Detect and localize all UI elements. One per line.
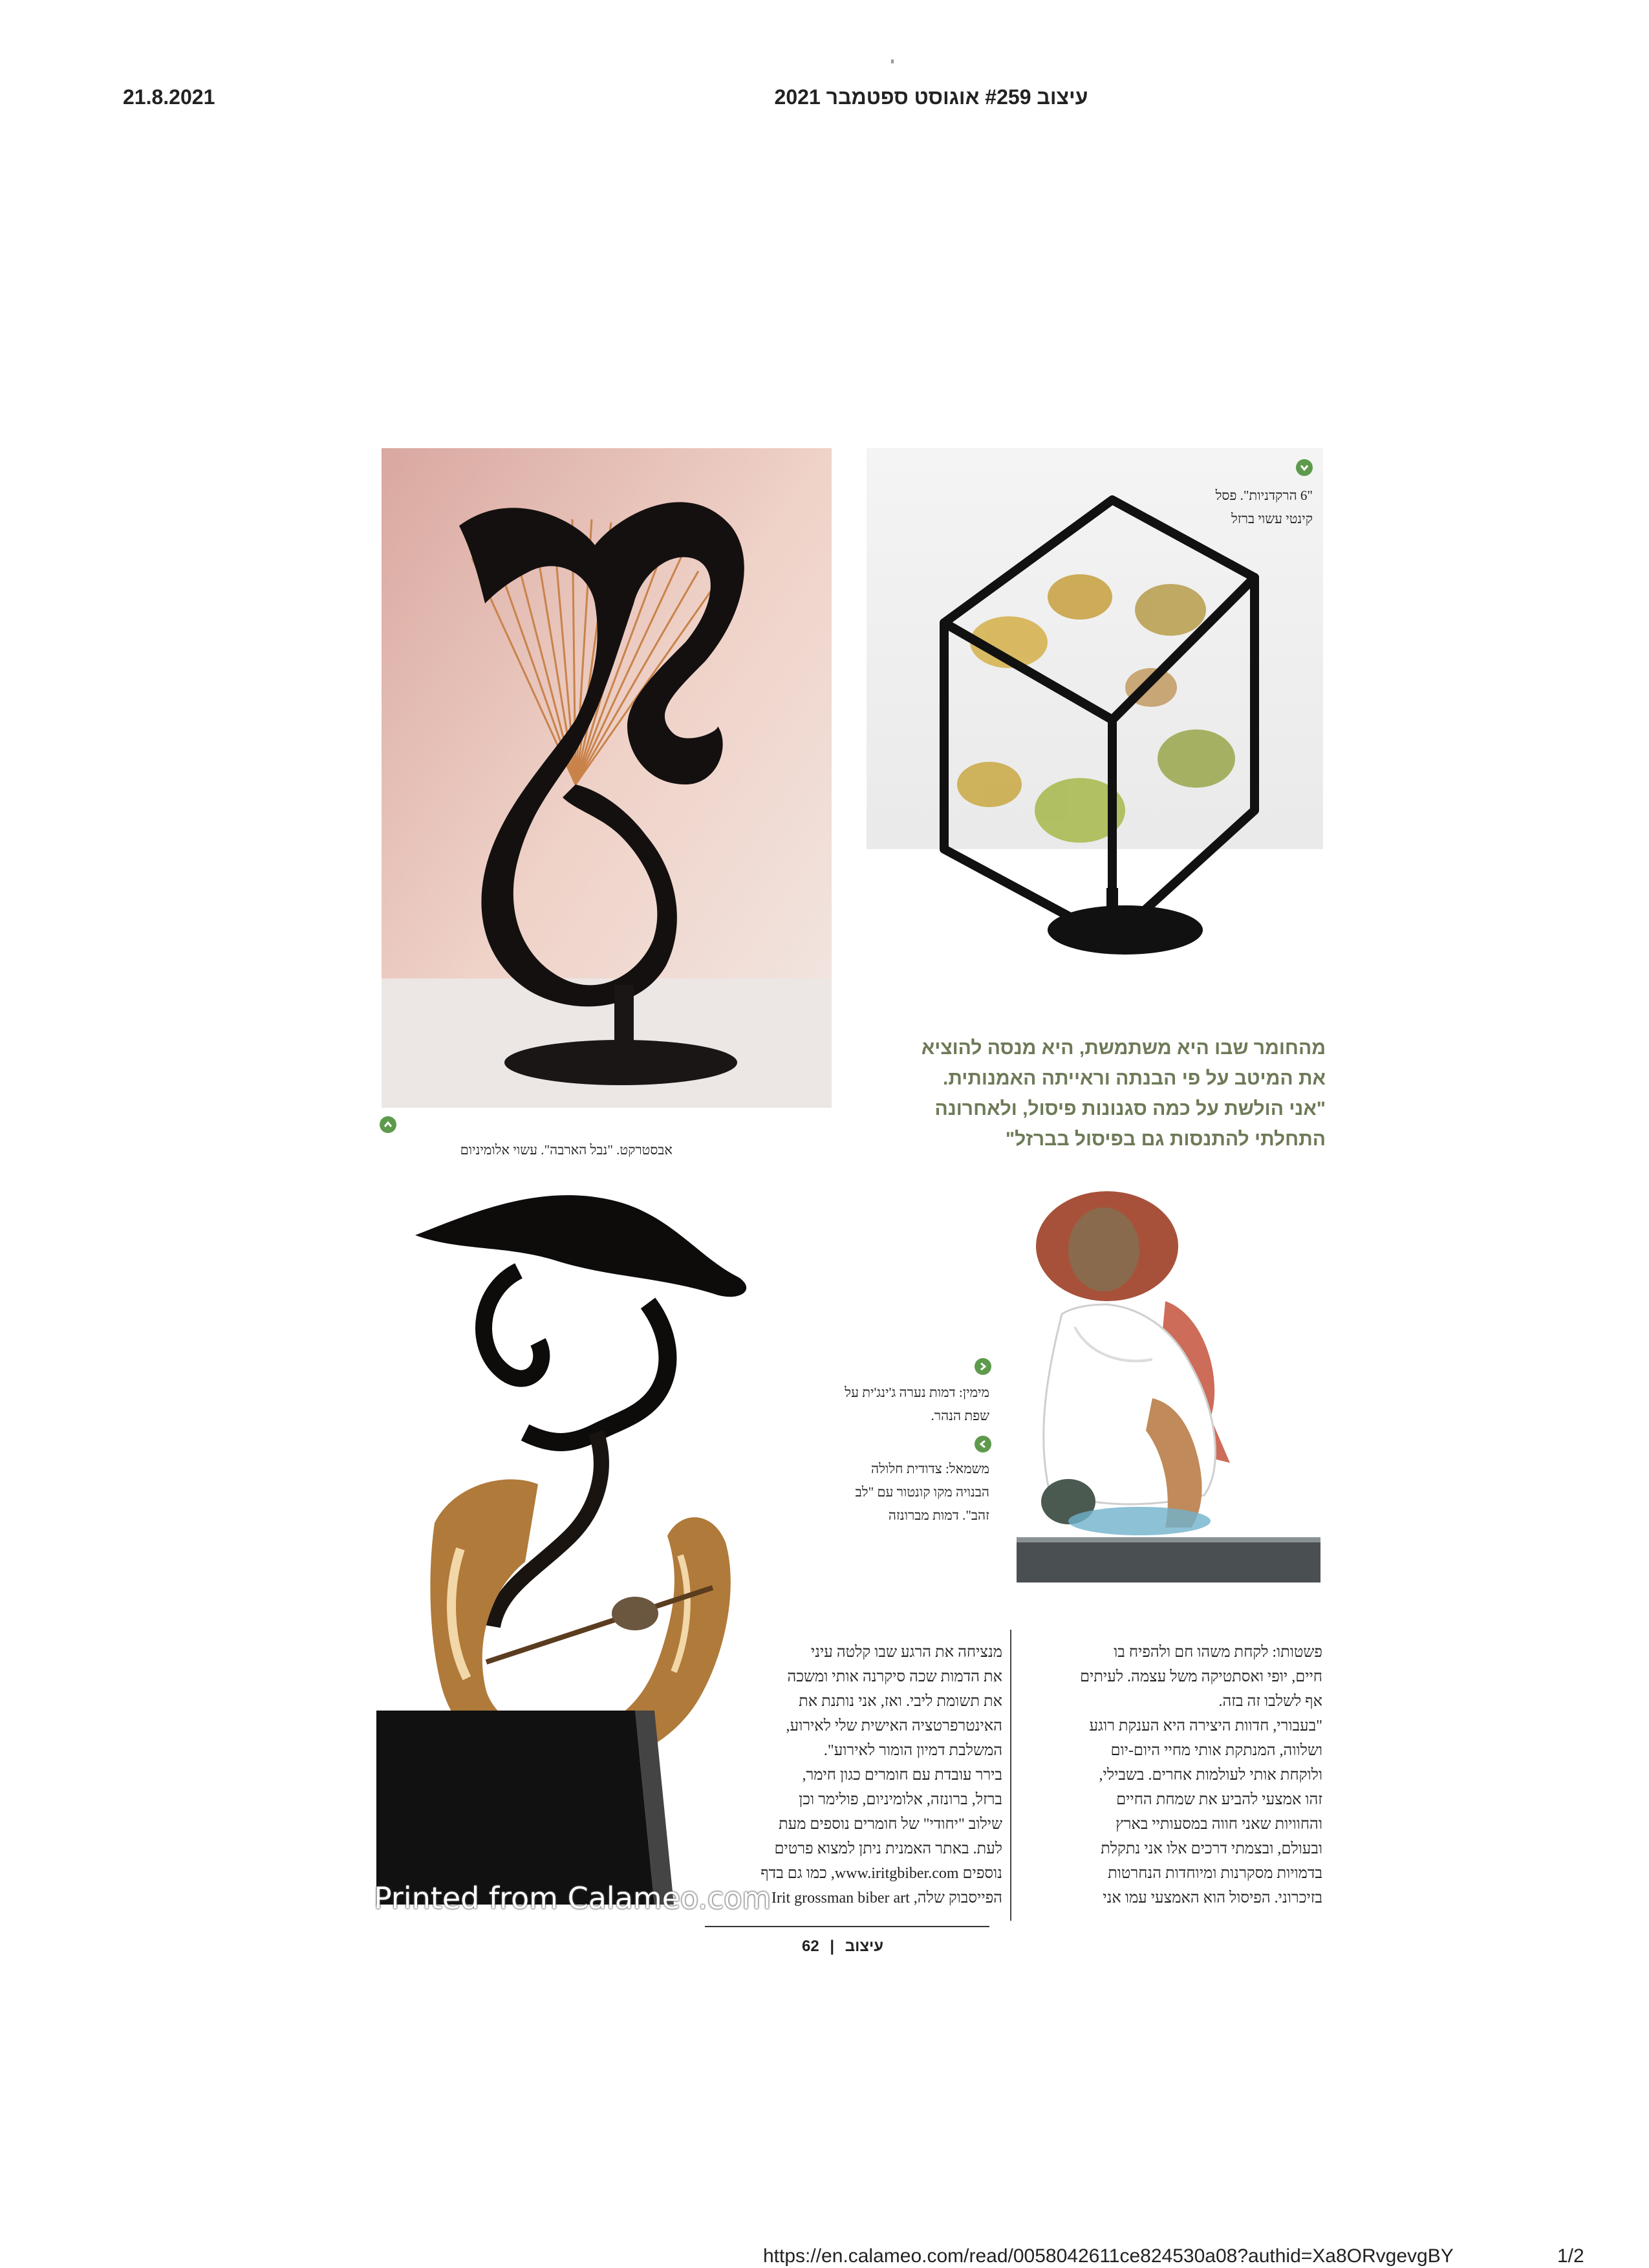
pull-quote-line: מהחומר שבו היא משתמשת, היא מנסה להוציא: [921, 1037, 1326, 1059]
body-column-right: [1028, 1640, 1322, 1910]
pull-quote-line: "אני הולשת על כמה סגנונות פיסול, ולאחרונה: [934, 1098, 1326, 1119]
column-divider: [1010, 1630, 1011, 1921]
body-line: ושלווה, המנתקת אותי מחיי היום-יום: [1110, 1742, 1322, 1759]
girl-caption: [795, 1381, 989, 1427]
print-date: 21.8.2021: [123, 85, 215, 109]
folio-page-number: 62: [802, 1938, 819, 1955]
body-line: חיים, יופי ואסתטיקה משל עצמה. לעיתים: [1080, 1669, 1322, 1685]
source-url: https://en.calameo.com/read/0058042611ce824530a08?authid=Xa8ORvgevgBY: [763, 2245, 1454, 2267]
body-line: האינטרפרטציה האישית שלי לאירוע,: [786, 1718, 1002, 1734]
folio-magazine-name: עיצוב: [845, 1938, 884, 1955]
body-line: זהו אמצעי להביע את שמחת החיים: [1116, 1791, 1322, 1808]
body-column-left: [708, 1640, 1002, 1910]
bust-caption: [815, 1457, 989, 1527]
print-page-count: 1/2: [1557, 2245, 1584, 2267]
body-line: בדמויות מסקרנות ומיוחדות הנחרטות: [1108, 1865, 1322, 1882]
caption-line: מימין: דמות נערה ג'ינג'ית על: [845, 1385, 989, 1400]
body-line: ובעולם, ובצמתי דרכים אלו אני נתקלת: [1101, 1841, 1322, 1857]
body-line: בירר עובדת עם חומרים כגון חימר,: [802, 1767, 1002, 1784]
body-line: אף לשלבו זה בזה.: [1218, 1693, 1322, 1710]
body-line: הפייסבוק שלה, Irit grossman biber art: [771, 1890, 1002, 1906]
harp-caption: אבסטרקט. "נבל הארבה". עשוי אלומיניום: [460, 1142, 673, 1158]
caption-line: הבנויה מקו קונטור עם "לב: [855, 1484, 989, 1500]
body-line: את תשומת ליבי. ואז, אני נותנת את: [799, 1693, 1002, 1710]
caption-line: זהב". דמות מברונזה: [888, 1507, 989, 1523]
caption-line: משמאל: צדודית חלולה: [871, 1461, 989, 1476]
caption-line: "6 הרקדניות". פסל: [1215, 488, 1313, 503]
magazine-issue-title: עיצוב #259 אוגוסט ספטמבר 2021: [774, 85, 1088, 109]
body-line: ולוקחת אותי לעולמות אחרים. בשבילי,: [1099, 1767, 1322, 1784]
calameo-watermark: Printed from Calameo.com: [374, 1881, 771, 1916]
body-line: את הדמות שכה סיקרנה אותי ומשכה: [787, 1669, 1002, 1685]
caption-marker-icon: [1296, 459, 1313, 476]
body-line: מנציחה את הרגע שבו קלטה עיני: [810, 1644, 1002, 1661]
caption-marker-icon: [975, 1436, 991, 1453]
body-line: בזיכרוני. הפיסול הוא האמצעי עמו אני: [1103, 1890, 1322, 1906]
pull-quote-line: את המיטב על פי הבנתה וראייתה האמנותית.: [943, 1068, 1326, 1089]
pull-quote: [860, 1033, 1326, 1154]
body-line: והחוויות שאני חווה במסעותיי בארץ: [1116, 1816, 1322, 1833]
caption-marker-icon: [380, 1116, 396, 1133]
caption-marker-icon: [975, 1358, 991, 1375]
body-line: ברזל, ברונזה, אלומיניום, פולימר וכן: [799, 1791, 1002, 1808]
folio-rule: [705, 1926, 989, 1927]
cube-caption: [1138, 484, 1313, 530]
harp-sculpture-photo: [382, 448, 832, 1108]
body-line: לעת. באתר האמנית ניתן למצוא פרטים: [774, 1841, 1002, 1857]
page-folio: [802, 1938, 883, 1956]
body-line: "בעבורי, חדוות היצירה היא הענקת רוגע: [1089, 1718, 1322, 1734]
folio-separator: |: [830, 1938, 835, 1955]
body-line: פשטותו: לקחת משהו חם ולהפיח בו: [1114, 1644, 1322, 1661]
girl-sculpture-photo: [1010, 1185, 1323, 1596]
pull-quote-line: התחלתי להתנסות גם בפיסול בברזל": [1005, 1129, 1326, 1150]
body-line: שילוב "יחודי" של חומרים נוספים מעת: [778, 1816, 1002, 1833]
caption-line: קינטי עשוי ברזל: [1231, 511, 1313, 526]
body-line: נוספים www.iritgbiber.com, כמו גם בדף: [760, 1865, 1002, 1882]
scan-speck: [891, 59, 894, 63]
body-line: המשלבת דמיון הומור לאירוע".: [823, 1742, 1002, 1759]
caption-line: שפת הנהר.: [931, 1408, 989, 1423]
